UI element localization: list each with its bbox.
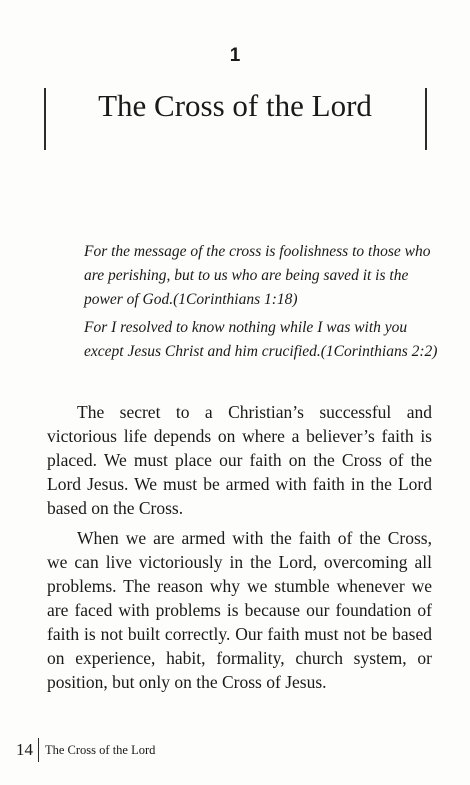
epigraph-quote: For I resolved to know nothing while I was with you except Jesus Christ and him crucified.(1Corinthians 2:2) (84, 319, 438, 360)
title-right-rule (425, 88, 427, 150)
running-head: The Cross of the Lord (45, 742, 156, 757)
page-footer (16, 736, 155, 764)
chapter-title: The Cross of the Lord (98, 88, 372, 123)
chapter-number: 1 (229, 45, 241, 66)
page-number: 14 (16, 740, 33, 759)
epigraph-quote: For the message of the cross is foolishness to those who are perishing, but to us who are being saved it is the power of God.(1Corinthians 1:18) (84, 243, 431, 308)
body-paragraph: The secret to a Christian’s successful and victorious life depends on where a believer’s faith is placed. We must place our faith on the Cross of the Lord Jesus. We must be armed with faith in the Lord based on the Cross. (47, 402, 432, 518)
body-paragraph: When we are armed with the faith of the Cross, we can live victoriously in the Lord, overcoming all problems. The reason why we stumble whenever we are faced with problems is because our foundation of faith is not built correctly. Our faith must not be based on experience, habit, formality, church system, or position, but only on the Cross of Jesus. (47, 528, 432, 692)
footer-divider (38, 738, 39, 762)
